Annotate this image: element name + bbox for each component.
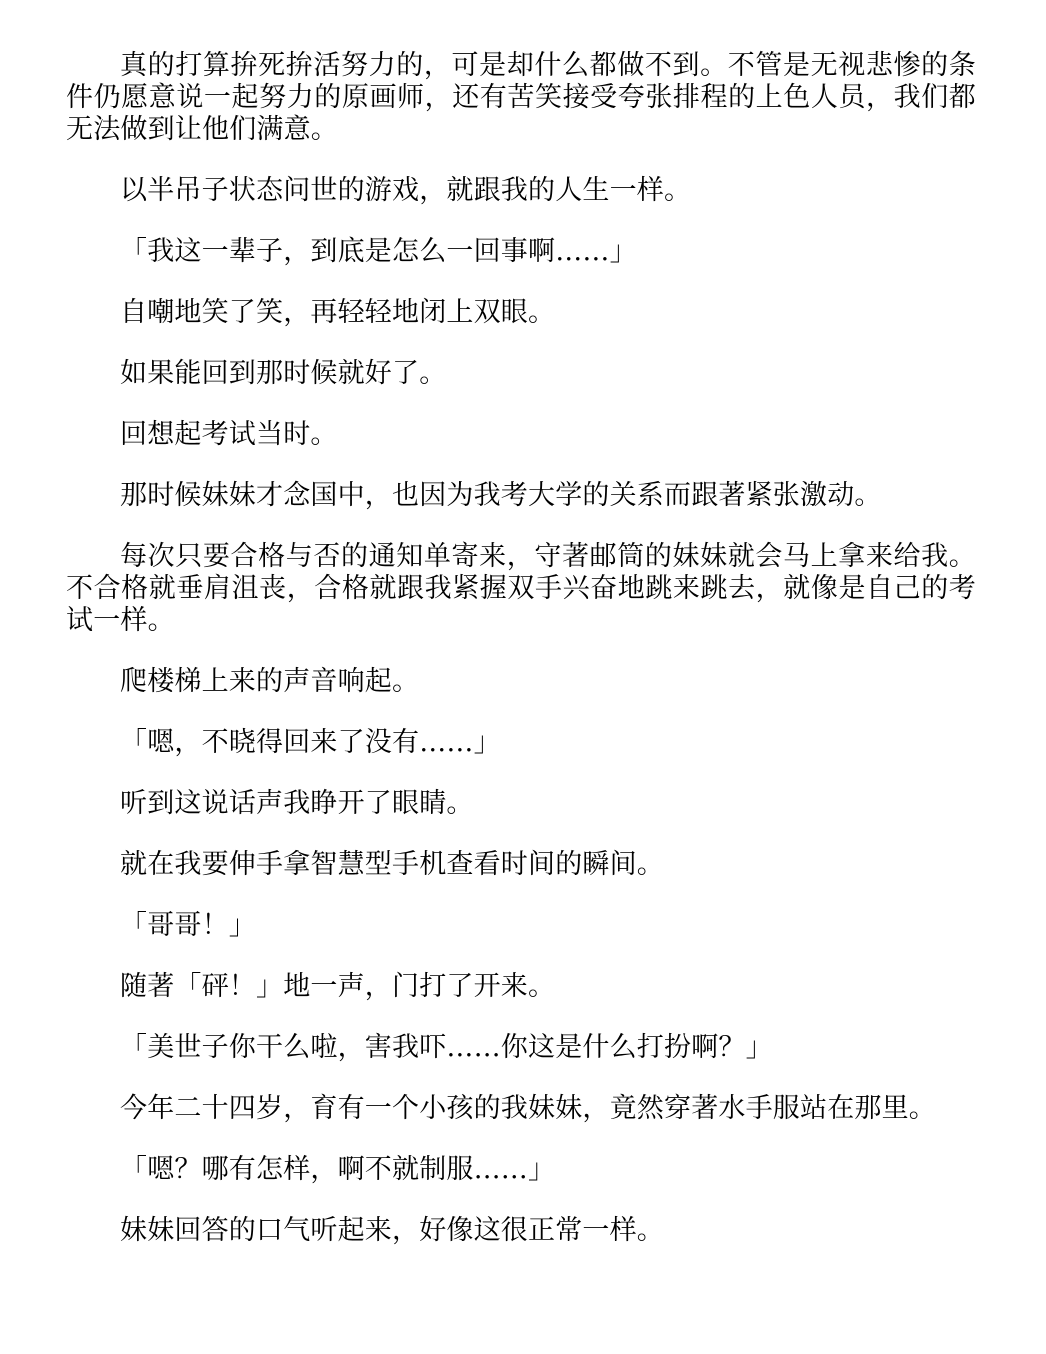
paragraph: 「嗯？哪有怎样，啊不就制服……」	[120, 1154, 556, 1185]
paragraph: 爬楼梯上来的声音响起。	[120, 666, 420, 697]
paragraph: 每次只要合格与否的通知单寄来，守著邮筒的妹妹就会马上拿来给我。不合格就垂肩沮丧，合格就跟我紧握双手兴奋地跳来跳去，就像是自己的考试一样。	[66, 541, 976, 636]
paragraph: 如果能回到那时候就好了。	[120, 358, 447, 389]
paragraph: 就在我要伸手拿智慧型手机查看时间的瞬间。	[120, 849, 664, 880]
paragraph: 真的打算拚死拚活努力的，可是却什么都做不到。不管是无视悲惨的条件仍愿意说一起努力的原画师，还有苦笑接受夸张排程的上色人员，我们都无法做到让他们满意。	[66, 50, 976, 145]
paragraph: 听到这说话声我睁开了眼睛。	[120, 788, 474, 819]
paragraph: 「我这一辈子，到底是怎么一回事啊……」	[120, 236, 637, 267]
paragraph: 自嘲地笑了笑，再轻轻地闭上双眼。	[120, 297, 556, 328]
paragraph: 「嗯，不晓得回来了没有……」	[120, 727, 501, 758]
paragraph: 以半吊子状态问世的游戏，就跟我的人生一样。	[120, 175, 692, 206]
paragraph: 随著「砰！」地一声，门打了开来。	[120, 971, 556, 1002]
document-page	[66, 50, 976, 1276]
paragraph: 「美世子你干么啦，害我吓……你这是什么打扮啊？」	[120, 1032, 773, 1063]
paragraph: 妹妹回答的口气听起来，好像这很正常一样。	[120, 1215, 664, 1246]
paragraph: 回想起考试当时。	[120, 419, 338, 450]
paragraph: 今年二十四岁，育有一个小孩的我妹妹，竟然穿著水手服站在那里。	[120, 1093, 936, 1124]
paragraph: 那时候妹妹才念国中，也因为我考大学的关系而跟著紧张激动。	[120, 480, 882, 511]
paragraph: 「哥哥！」	[120, 910, 256, 941]
